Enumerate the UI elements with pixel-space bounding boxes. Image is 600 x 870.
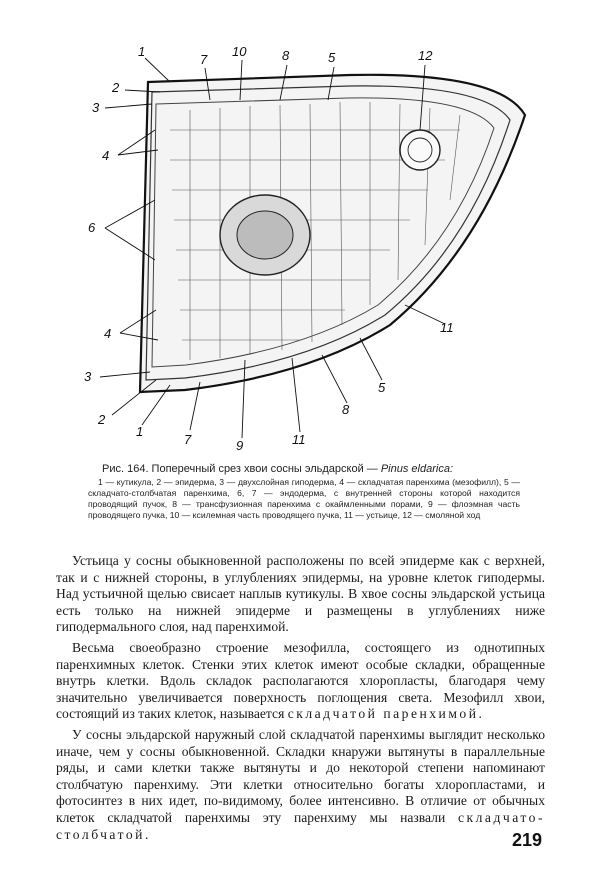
fig-label-11-bottom: 11 bbox=[292, 432, 306, 447]
page-number: 219 bbox=[511, 830, 542, 850]
paragraph-2-text: Весьма своеобразно строение мезофилла, состоящего из однотипных паренхимных клеток. Стенки этих клеток имеют особые складки, обращенные внутрь клетки. Вдоль складок располагаются хлоропласты, благодаря чему значительно увеличивается поверхность поглощения света. Мезофилл хвои, состоящий из таких клеток, называется bbox=[56, 639, 545, 722]
caption-legend: 1 — кутикула, 2 — эпидерма, 3 — двухслойная гиподерма, 4 — складчатая паренхима (мезофилл), 5 — складчато-столбчатая паренхима, 6, 7 — эндодерма, с внутренней стороны которой находится проводящий пучок, 8 — трансфузионная паренхима с окаймленными порами, 9 — флоэмная часть проводящего пучка, 10 — ксилемная часть проводящего пучка, 11 — устьице, 12 — смоляной ход bbox=[88, 477, 520, 520]
term-folded-parenchyma: складчатой паренхимой bbox=[287, 706, 479, 722]
figure-needle-cross-section bbox=[60, 20, 540, 460]
fig-label-4-bottom: 4 bbox=[104, 326, 112, 341]
paragraph-2 bbox=[56, 640, 545, 723]
fig-label-11-right: 11 bbox=[440, 320, 454, 335]
paragraph-1: Устьица у сосны обыкновенной расположены по всей эпидерме как с верхней, так и с нижней стороны, в углублениях эпидермы, на уровне клеток гиподермы. Над устьичной щелью свисает наплыв кутикулы. В хвое сосны эльдарской устьица есть только на нижней эпидерме и размещены в углублениях ниже гиподермального слоя, над паренхимой. bbox=[56, 553, 545, 635]
fig-label-7-bottom: 7 bbox=[184, 432, 192, 447]
caption-title bbox=[88, 462, 520, 476]
fig-label-12: 12 bbox=[418, 48, 433, 63]
paragraph-2-end: . bbox=[478, 706, 482, 722]
fig-label-5-bottom: 5 bbox=[378, 380, 386, 395]
fig-label-7-top: 7 bbox=[200, 52, 208, 67]
figure-caption bbox=[88, 462, 520, 521]
fig-label-2-top: 2 bbox=[112, 80, 120, 95]
fig-label-4-top: 4 bbox=[102, 148, 110, 163]
fig-label-2-bottom: 2 bbox=[98, 412, 106, 427]
term-folded-columnar: складчато-столбчатой bbox=[56, 809, 545, 842]
caption-title-prefix: Рис. 164. Поперечный срез хвои сосны эльдарской — bbox=[102, 463, 381, 475]
fig-label-10: 10 bbox=[232, 44, 247, 59]
cross-section-drawing bbox=[60, 20, 540, 460]
fig-label-9: 9 bbox=[236, 438, 244, 453]
fig-label-1-bottom: 1 bbox=[136, 424, 144, 439]
fig-label-1-top: 1 bbox=[138, 44, 146, 59]
fig-label-8-bottom: 8 bbox=[342, 402, 350, 417]
body-text bbox=[56, 553, 545, 847]
caption-species: Pinus eldarica: bbox=[380, 463, 453, 475]
fig-label-6: 6 bbox=[88, 220, 96, 235]
fig-label-3-top: 3 bbox=[92, 100, 100, 115]
paragraph-3 bbox=[56, 727, 545, 843]
fig-label-5-top: 5 bbox=[328, 50, 336, 65]
fig-label-3-bottom: 3 bbox=[84, 369, 92, 384]
paragraph-3-end: . bbox=[144, 826, 149, 842]
paragraph-3-text: У сосны эльдарской наружный слой складчатой паренхимы выглядит несколько иначе, чем у сосны обыкновенной. Складки кнаружи вытянуты в параллельные ряды, и сами клетки также вытянуты и до некоторой степени напоминают столбчатую паренхиму. Эти клетки относительно богаты хлоропластами, и фотосинтез в них идет, по-видимому, более интенсивно. В отличие от обычных клеток складчатой паренхимы эту паренхиму мы назвали bbox=[56, 726, 545, 825]
fig-label-8-top: 8 bbox=[282, 48, 290, 63]
